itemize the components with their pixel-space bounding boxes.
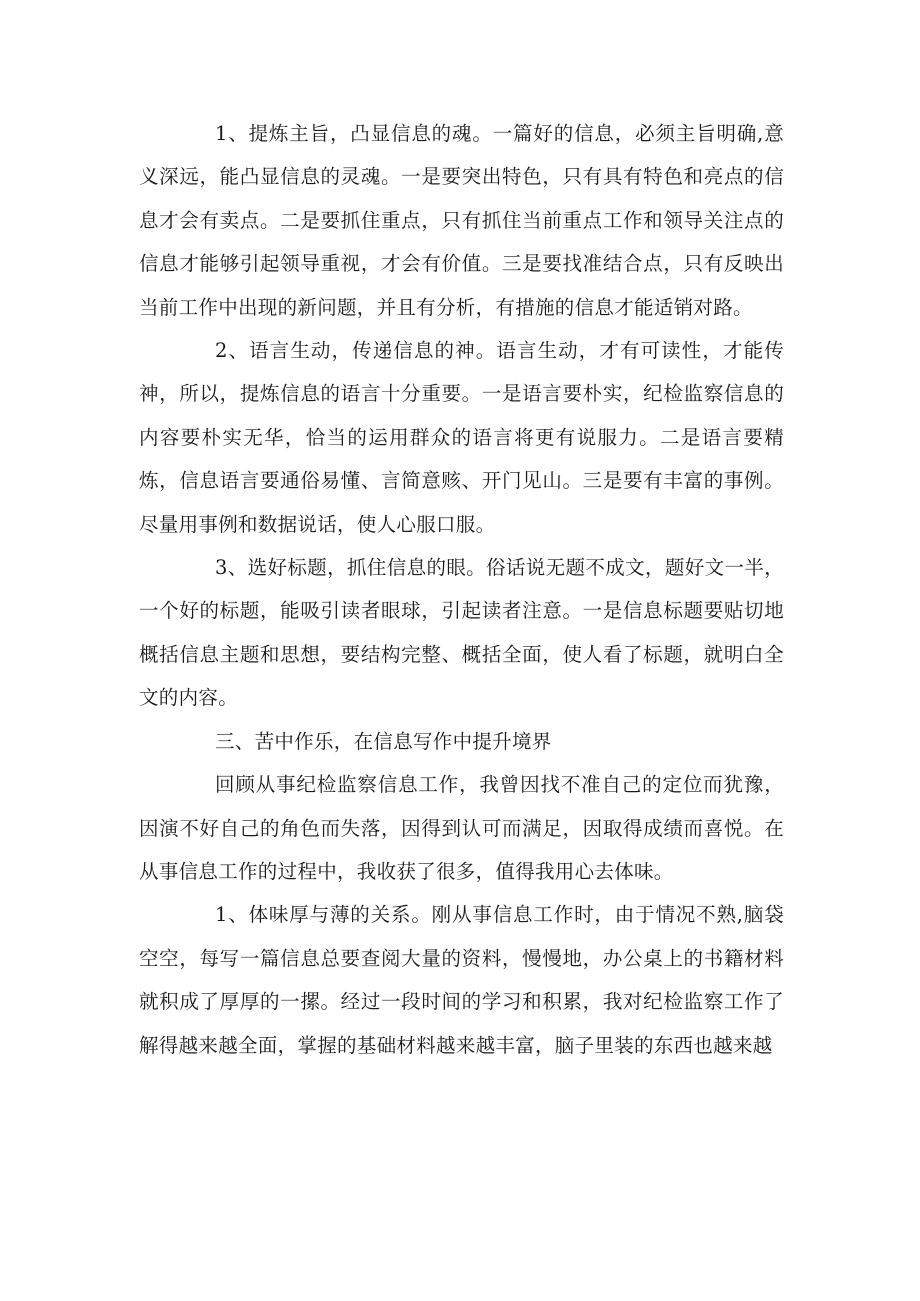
section-heading: 三、苦中作乐，在信息写作中提升境界 [215,729,552,753]
paragraph-vivid-language: 2、语言生动，传递信息的神。语言生动，才有可读性，才能传神，所以，提炼信息的语言十分重要。一是语言要朴实，纪检监察信息的内容要朴实无华，恰当的运用群众的语言将更有说服力。二是语言要精炼，信息语言要通俗易懂、言简意赅、开门见山。三是要有丰富的事例。尽量用事例和数据说话，使人心服口服。 [139,339,784,536]
paragraph-thick-thin: 1、体味厚与薄的关系。刚从事信息工作时，由于情况不熟,脑袋空空，每写一篇信息总要查阅大量的资料，慢慢地，办公桌上的书籍材料就积成了厚厚的一摞。经过一段时间的学习和积累，我对纪检监察工作了解得越来越全面，掌握的基础材料越来越丰富，脑子里装的东西也越来越 [139,903,784,1057]
paragraph-choose-title: 3、选好标题，抓住信息的眼。俗话说无题不成文，题好文一半，一个好的标题，能吸引读者眼球，引起读者注意。一是信息标题要贴切地概括信息主题和思想，要结构完整、概括全面，使人看了标题，就明白全文的内容。 [139,556,784,710]
document-body [139,112,784,1067]
paragraph-review-work: 回顾从事纪检监察信息工作，我曾因找不准自己的定位而犹豫，因演不好自己的角色而失落，因得到认可而满足，因取得成绩而喜悦。在从事信息工作的过程中，我收获了很多，值得我用心去体味。 [139,773,784,883]
paragraph-refine-theme: 1、提炼主旨，凸显信息的魂。一篇好的信息，必须主旨明确,意义深远，能凸显信息的灵魂。一是要突出特色，只有具有特色和亮点的信息才会有卖点。二是要抓住重点，只有抓住当前重点工作和领导关注点的信息才能够引起领导重视，才会有价值。三是要找准结合点，只有反映出当前工作中出现的新问题，并且有分析，有措施的信息才能适销对路。 [139,122,784,319]
